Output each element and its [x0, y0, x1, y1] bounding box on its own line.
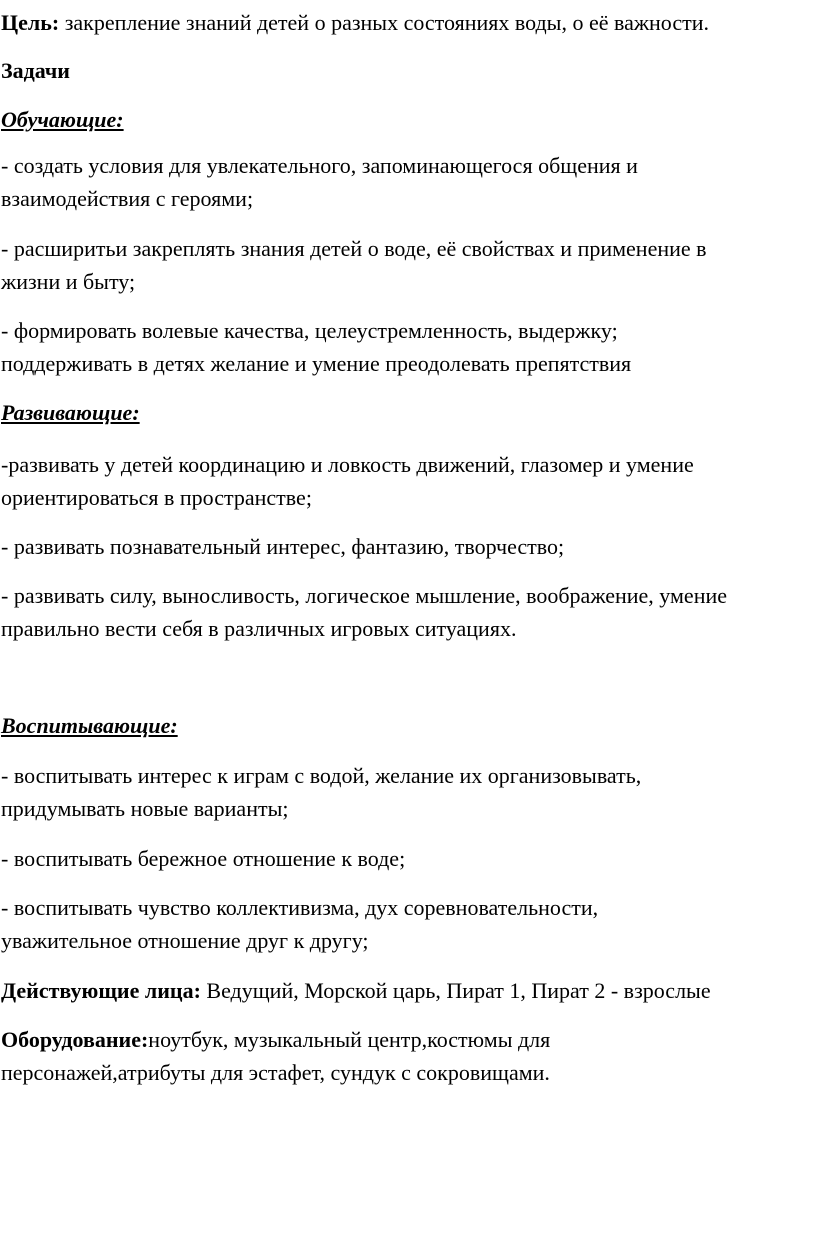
list-item: - воспитывать чувство коллективизма, дух соревновательности, уважительное отношение друг к другу; — [1, 895, 599, 953]
educating-heading: Воспитывающие: — [1, 713, 178, 738]
goal-text: закрепление знаний детей о разных состояниях воды, о её важности. — [59, 10, 710, 35]
teaching-heading: Обучающие: — [1, 107, 124, 132]
developing-heading: Развивающие: — [1, 400, 140, 425]
equipment-paragraph: Оборудование:ноутбук, музыкальный центр,костюмы для персонажей,атрибуты для эстафет, сундук с сокровищами. — [1, 1027, 551, 1085]
equipment-label: Оборудование: — [1, 1027, 149, 1052]
list-item: - формировать волевые качества, целеустремленность, выдержку; поддерживать в детях желание и умение преодолевать препятствия — [1, 318, 632, 376]
list-item: - развивать познавательный интерес, фантазию, творчество; — [1, 534, 565, 559]
list-item: -развивать у детей координацию и ловкость движений, глазомер и умение ориентироваться в пространстве; — [1, 452, 694, 510]
tasks-heading: Задачи — [1, 58, 70, 83]
characters-paragraph: Действующие лица: Ведущий, Морской царь, Пират 1, Пират 2 - взрослые — [1, 978, 711, 1003]
list-item: - развивать силу, выносливость, логическое мышление, воображение, умение правильно вести себя в различных игровых ситуациях. — [1, 583, 728, 641]
goal-paragraph — [1, 6, 709, 39]
list-item: - воспитывать бережное отношение к воде; — [1, 846, 406, 871]
characters-label: Действующие лица: — [1, 978, 201, 1003]
list-item: - воспитывать интерес к играм с водой, желание их организовывать, придумывать новые варианты; — [1, 763, 642, 821]
list-item: - расширитьи закреплять знания детей о воде, её свойствах и применение в жизни и быту; — [1, 236, 707, 294]
goal-label: Цель: — [1, 10, 60, 35]
list-item: - создать условия для увлекательного, запоминающегося общения и взаимодействия с героями; — [1, 153, 638, 211]
